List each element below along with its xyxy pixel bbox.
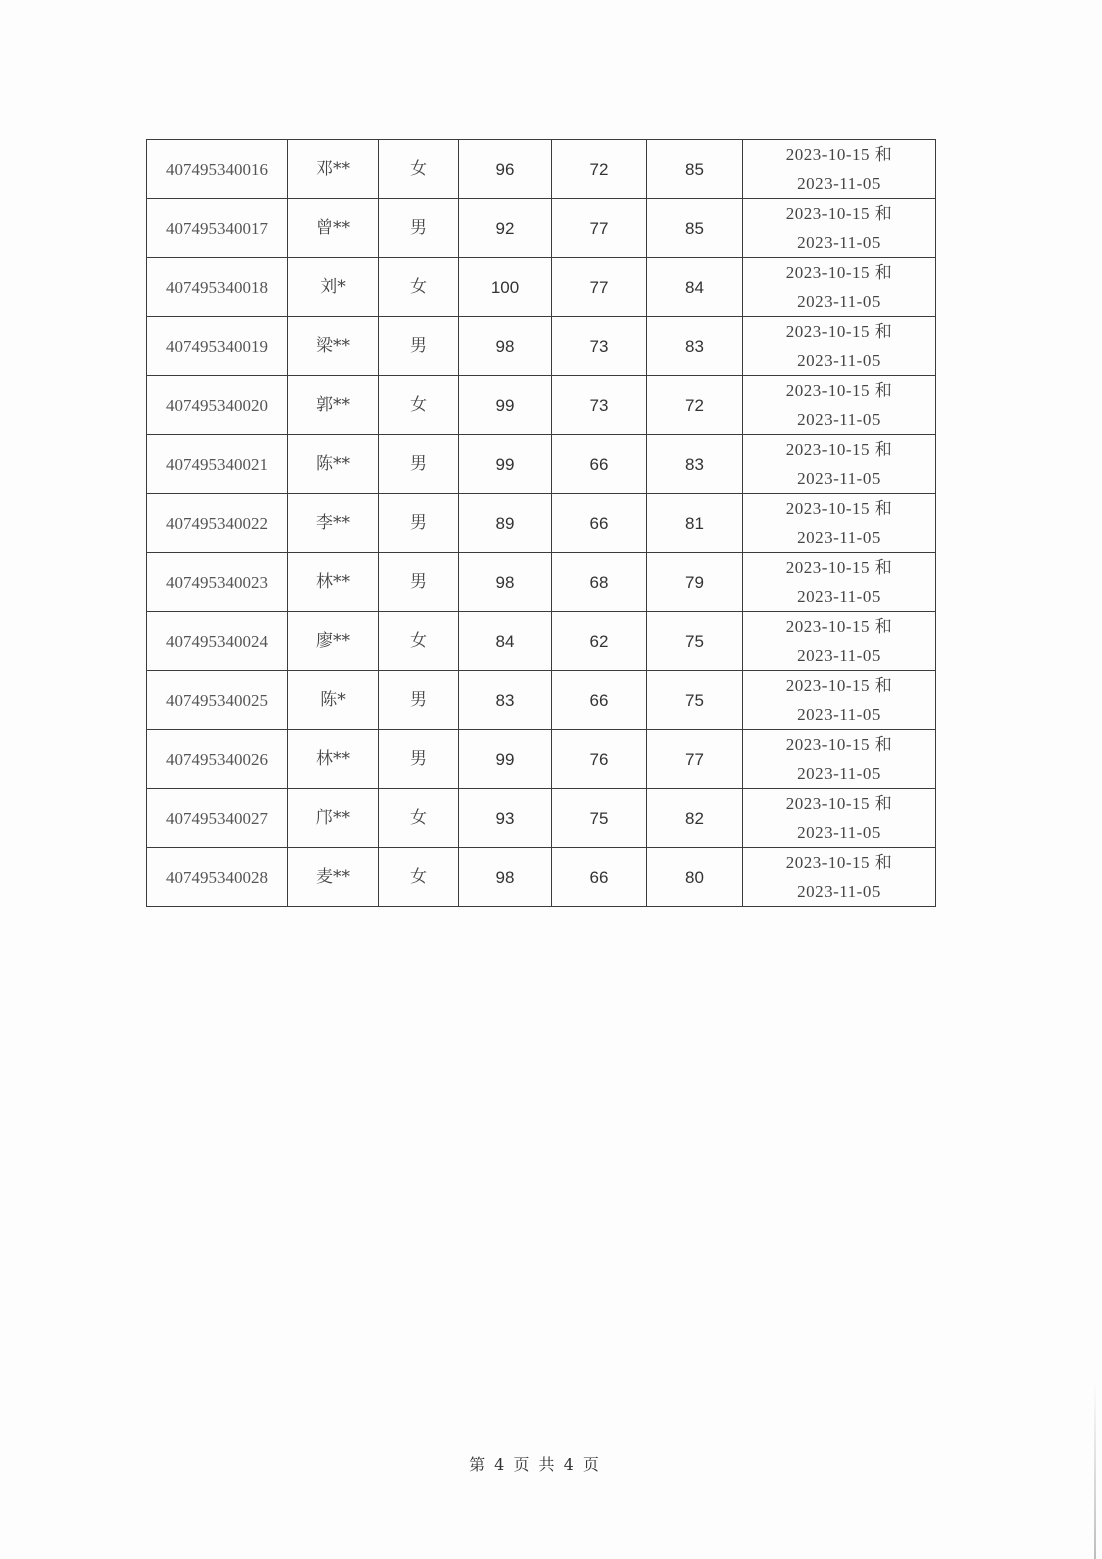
candidate-gender-cell: 女 [379,376,459,435]
exam-date-line-1: 2023-10-15 和 [785,853,893,872]
exam-date-line-2: 2023-11-05 [797,705,881,724]
candidate-gender-cell: 男 [379,730,459,789]
score-3-cell: 79 [647,553,743,612]
candidate-id-cell: 407495340027 [147,789,288,848]
exam-date-line-2: 2023-11-05 [797,587,881,606]
score-1-cell: 99 [459,376,552,435]
table-row [147,553,936,612]
score-1-cell: 100 [459,258,552,317]
candidate-id-cell: 407495340028 [147,848,288,907]
exam-date-line-1: 2023-10-15 和 [785,204,893,223]
candidate-name-cell: 陈** [288,435,379,494]
score-3-cell: 75 [647,671,743,730]
exam-date-cell [743,376,936,435]
candidate-gender-cell: 男 [379,494,459,553]
score-2-cell: 76 [552,730,647,789]
table-row [147,789,936,848]
exam-date-line-1: 2023-10-15 和 [785,499,893,518]
table-row [147,671,936,730]
score-1-cell: 96 [459,140,552,199]
table-row [147,612,936,671]
candidate-gender-cell: 男 [379,199,459,258]
results-table-body [147,140,936,907]
exam-date-line-2: 2023-11-05 [797,528,881,547]
candidate-name-cell: 林** [288,553,379,612]
table-row [147,140,936,199]
results-table [146,139,936,907]
table-row [147,317,936,376]
candidate-id-cell: 407495340026 [147,730,288,789]
score-2-cell: 73 [552,317,647,376]
score-1-cell: 89 [459,494,552,553]
score-3-cell: 72 [647,376,743,435]
candidate-gender-cell: 女 [379,140,459,199]
candidate-id-cell: 407495340016 [147,140,288,199]
score-1-cell: 98 [459,317,552,376]
score-1-cell: 93 [459,789,552,848]
table-row [147,435,936,494]
score-1-cell: 99 [459,730,552,789]
score-2-cell: 66 [552,435,647,494]
score-2-cell: 77 [552,258,647,317]
exam-date-line-2: 2023-11-05 [797,174,881,193]
candidate-gender-cell: 女 [379,258,459,317]
exam-date-cell [743,258,936,317]
score-3-cell: 84 [647,258,743,317]
candidate-gender-cell: 男 [379,435,459,494]
score-3-cell: 80 [647,848,743,907]
exam-date-line-1: 2023-10-15 和 [785,145,893,164]
exam-date-line-2: 2023-11-05 [797,823,881,842]
table-row [147,258,936,317]
score-1-cell: 99 [459,435,552,494]
candidate-name-cell: 李** [288,494,379,553]
exam-date-line-1: 2023-10-15 和 [785,322,893,341]
exam-date-line-2: 2023-11-05 [797,469,881,488]
score-3-cell: 77 [647,730,743,789]
exam-date-cell [743,671,936,730]
exam-date-cell [743,140,936,199]
exam-date-cell [743,612,936,671]
candidate-gender-cell: 女 [379,789,459,848]
score-2-cell: 77 [552,199,647,258]
score-1-cell: 92 [459,199,552,258]
exam-date-cell [743,317,936,376]
candidate-name-cell: 廖** [288,612,379,671]
exam-date-line-2: 2023-11-05 [797,764,881,783]
score-2-cell: 62 [552,612,647,671]
candidate-gender-cell: 男 [379,317,459,376]
score-2-cell: 72 [552,140,647,199]
table-row [147,848,936,907]
candidate-name-cell: 刘* [288,258,379,317]
score-2-cell: 66 [552,848,647,907]
candidate-id-cell: 407495340019 [147,317,288,376]
exam-date-line-2: 2023-11-05 [797,292,881,311]
candidate-id-cell: 407495340020 [147,376,288,435]
score-2-cell: 66 [552,671,647,730]
exam-date-line-1: 2023-10-15 和 [785,617,893,636]
exam-date-cell [743,494,936,553]
score-3-cell: 85 [647,140,743,199]
exam-date-line-2: 2023-11-05 [797,351,881,370]
score-1-cell: 98 [459,553,552,612]
table-row [147,199,936,258]
candidate-id-cell: 407495340023 [147,553,288,612]
score-1-cell: 83 [459,671,552,730]
candidate-name-cell: 麦** [288,848,379,907]
score-2-cell: 75 [552,789,647,848]
exam-date-line-1: 2023-10-15 和 [785,676,893,695]
candidate-name-cell: 林** [288,730,379,789]
candidate-name-cell: 梁** [288,317,379,376]
table-row [147,494,936,553]
candidate-gender-cell: 女 [379,612,459,671]
candidate-gender-cell: 男 [379,553,459,612]
exam-date-line-1: 2023-10-15 和 [785,735,893,754]
candidate-id-cell: 407495340024 [147,612,288,671]
page-indicator: 第 4 页 共 4 页 [469,1455,601,1474]
exam-date-line-1: 2023-10-15 和 [785,381,893,400]
score-3-cell: 85 [647,199,743,258]
exam-date-line-2: 2023-11-05 [797,882,881,901]
score-2-cell: 73 [552,376,647,435]
table-row [147,730,936,789]
candidate-id-cell: 407495340021 [147,435,288,494]
candidate-gender-cell: 女 [379,848,459,907]
candidate-name-cell: 郭** [288,376,379,435]
candidate-name-cell: 陈* [288,671,379,730]
exam-date-line-1: 2023-10-15 和 [785,263,893,282]
score-2-cell: 66 [552,494,647,553]
candidate-name-cell: 曾** [288,199,379,258]
exam-date-line-1: 2023-10-15 和 [785,440,893,459]
candidate-id-cell: 407495340022 [147,494,288,553]
table-row [147,376,936,435]
exam-date-cell [743,730,936,789]
exam-date-line-2: 2023-11-05 [797,410,881,429]
exam-date-cell [743,789,936,848]
exam-date-cell [743,848,936,907]
exam-date-line-2: 2023-11-05 [797,233,881,252]
candidate-name-cell: 邓** [288,140,379,199]
score-3-cell: 83 [647,435,743,494]
candidate-id-cell: 407495340018 [147,258,288,317]
exam-date-cell [743,435,936,494]
score-3-cell: 83 [647,317,743,376]
score-1-cell: 84 [459,612,552,671]
score-2-cell: 68 [552,553,647,612]
score-3-cell: 82 [647,789,743,848]
exam-date-cell [743,199,936,258]
scan-edge-shadow [1094,1380,1096,1559]
exam-date-cell [743,553,936,612]
candidate-gender-cell: 男 [379,671,459,730]
exam-date-line-1: 2023-10-15 和 [785,794,893,813]
score-1-cell: 98 [459,848,552,907]
candidate-name-cell: 邝** [288,789,379,848]
score-3-cell: 81 [647,494,743,553]
exam-date-line-1: 2023-10-15 和 [785,558,893,577]
score-3-cell: 75 [647,612,743,671]
candidate-id-cell: 407495340017 [147,199,288,258]
exam-date-line-2: 2023-11-05 [797,646,881,665]
candidate-id-cell: 407495340025 [147,671,288,730]
